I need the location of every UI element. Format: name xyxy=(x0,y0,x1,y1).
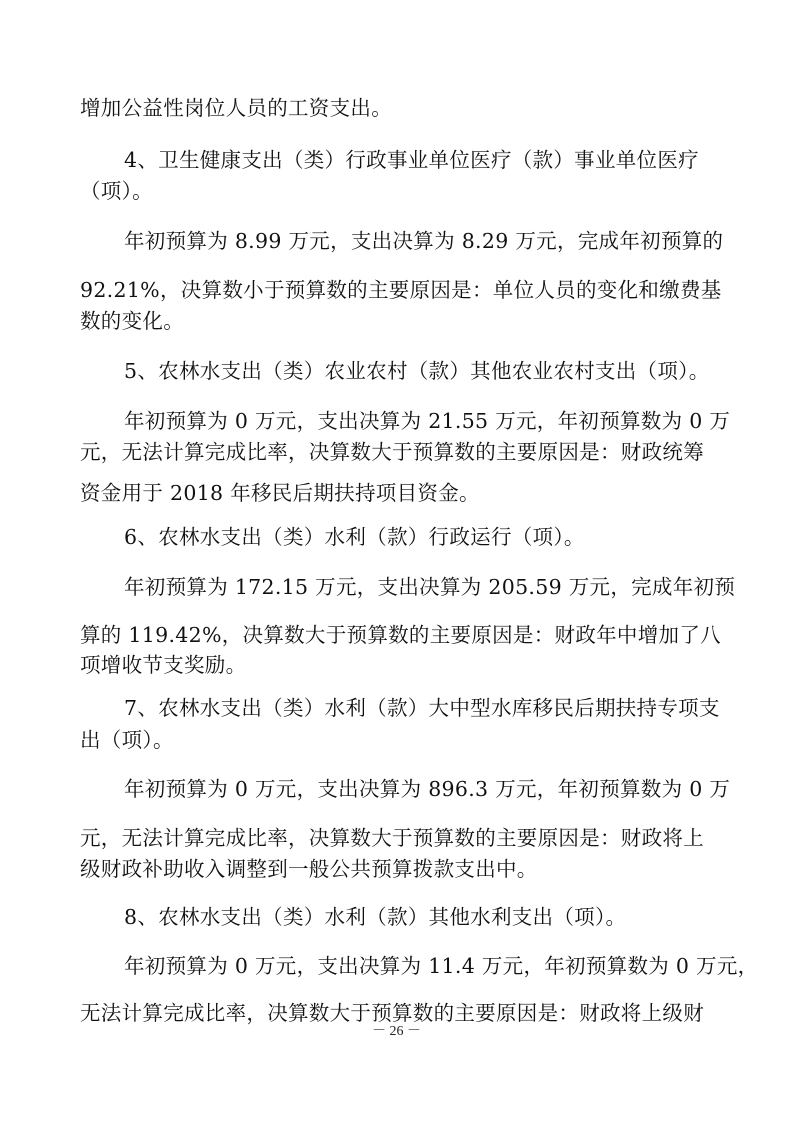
text-line xyxy=(0,517,793,557)
text-line xyxy=(0,567,793,607)
paragraph-text: 元，无法计算完成比率，决算数大于预算数的主要原因是：财政统筹 xyxy=(80,440,704,464)
text-line xyxy=(0,432,793,472)
text-line xyxy=(0,171,793,211)
section-heading-7-cont: 出（项）。 xyxy=(80,728,174,752)
paragraph-text: 元，无法计算完成比率，决算数大于预算数的主要原因是：财政将上 xyxy=(80,826,704,850)
text-line xyxy=(0,221,793,261)
paragraph-text: 数的变化。 xyxy=(80,309,184,333)
section-heading-7: 7、农林水支出（类）水利（款）大中型水库移民后期扶持专项支 xyxy=(124,696,720,720)
paragraph-text: 年初预算为 172.15 万元，支出决算为 205.59 万元，完成年初预 xyxy=(124,575,736,599)
text-line xyxy=(0,351,793,391)
text-line xyxy=(0,645,793,685)
paragraph-text: 无法计算完成比率，决算数大于预算数的主要原因是：财政将上级财 xyxy=(80,1001,704,1025)
paragraph-text: 级财政补助收入调整到一般公共预算拨款支出中。 xyxy=(80,857,538,881)
page-number: － 26 － xyxy=(372,1024,421,1039)
paragraph-text: 年初预算为 0 万元，支出决算为 896.3 万元，年初预算数为 0 万 xyxy=(124,777,731,801)
text-line xyxy=(0,301,793,341)
section-heading-4-cont: （项）。 xyxy=(80,179,153,203)
paragraph-text: 年初预算为 8.99 万元，支出决算为 8.29 万元，完成年初预算的 xyxy=(124,229,724,253)
section-heading-6: 6、农林水支出（类）水利（款）行政运行（项）。 xyxy=(124,525,585,549)
paragraph-text: 年初预算为 0 万元，支出决算为 21.55 万元，年初预算数为 0 万 xyxy=(124,409,731,433)
text-line xyxy=(0,473,793,513)
text-line xyxy=(0,769,793,809)
section-heading-5: 5、农林水支出（类）农业农村（款）其他农业农村支出（项）。 xyxy=(124,359,710,383)
text-line xyxy=(0,88,793,128)
section-heading-4: 4、卫生健康支出（类）行政事业单位医疗（款）事业单位医疗 xyxy=(124,148,699,172)
text-line xyxy=(0,849,793,889)
paragraph-text: 资金用于 2018 年移民后期扶持项目资金。 xyxy=(80,481,480,505)
paragraph-text: 项增收节支奖励。 xyxy=(80,653,247,677)
text-line xyxy=(0,720,793,760)
paragraph-text: 增加公益性岗位人员的工资支出。 xyxy=(80,96,392,120)
paragraph-text: 92.21%，决算数小于预算数的主要原因是：单位人员的变化和缴费基 xyxy=(80,278,722,302)
paragraph-text: 年初预算为 0 万元，支出决算为 11.4 万元，年初预算数为 0 万元， xyxy=(124,954,759,978)
section-heading-8: 8、农林水支出（类）水利（款）其他水利支出（项）。 xyxy=(124,905,627,929)
paragraph-text: 算的 119.42%，决算数大于预算数的主要原因是：财政年中增加了八 xyxy=(80,623,721,647)
text-line xyxy=(0,897,793,937)
text-line xyxy=(0,946,793,986)
